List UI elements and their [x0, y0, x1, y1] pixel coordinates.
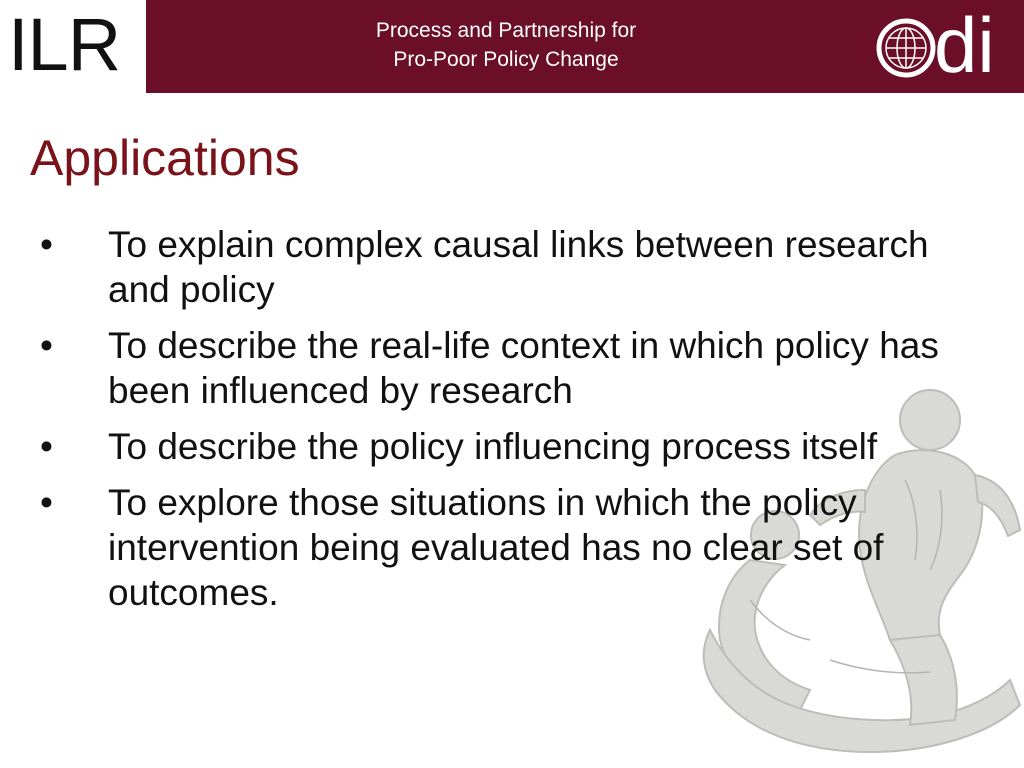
bullet-item [40, 323, 970, 413]
bullet-text: To describe the real-life context in which policy has been influenced by research [108, 325, 939, 411]
bullet-text: To explain complex causal links between research and policy [108, 224, 929, 310]
ilri-logo-last-letter: I [120, 3, 140, 86]
bullet-list [40, 222, 970, 626]
bullet-marker: • [40, 482, 53, 523]
header-title-line-1: Process and Partnership for [375, 19, 637, 42]
bullet-text: To explore those situations in which the policy intervention being evaluated has no clear set of outcomes. [108, 482, 884, 613]
bullet-marker: • [40, 426, 53, 467]
globe-icon [879, 21, 933, 75]
bullet-item [40, 424, 970, 469]
odi-logo-text: di [934, 8, 995, 80]
bullet-text: To describe the policy influencing process itself [108, 426, 878, 467]
slide-title: Applications [30, 130, 300, 186]
odi-logo [874, 8, 1002, 80]
ilri-logo-main: ILR [8, 3, 121, 86]
bullet-item [40, 222, 970, 312]
bullet-marker: • [40, 325, 53, 366]
header-title [306, 16, 706, 74]
header-title-line-2: Pro-Poor Policy Change [393, 48, 619, 71]
bullet-item [40, 480, 970, 615]
ilri-logo [8, 0, 140, 90]
bullet-marker: • [40, 224, 53, 265]
